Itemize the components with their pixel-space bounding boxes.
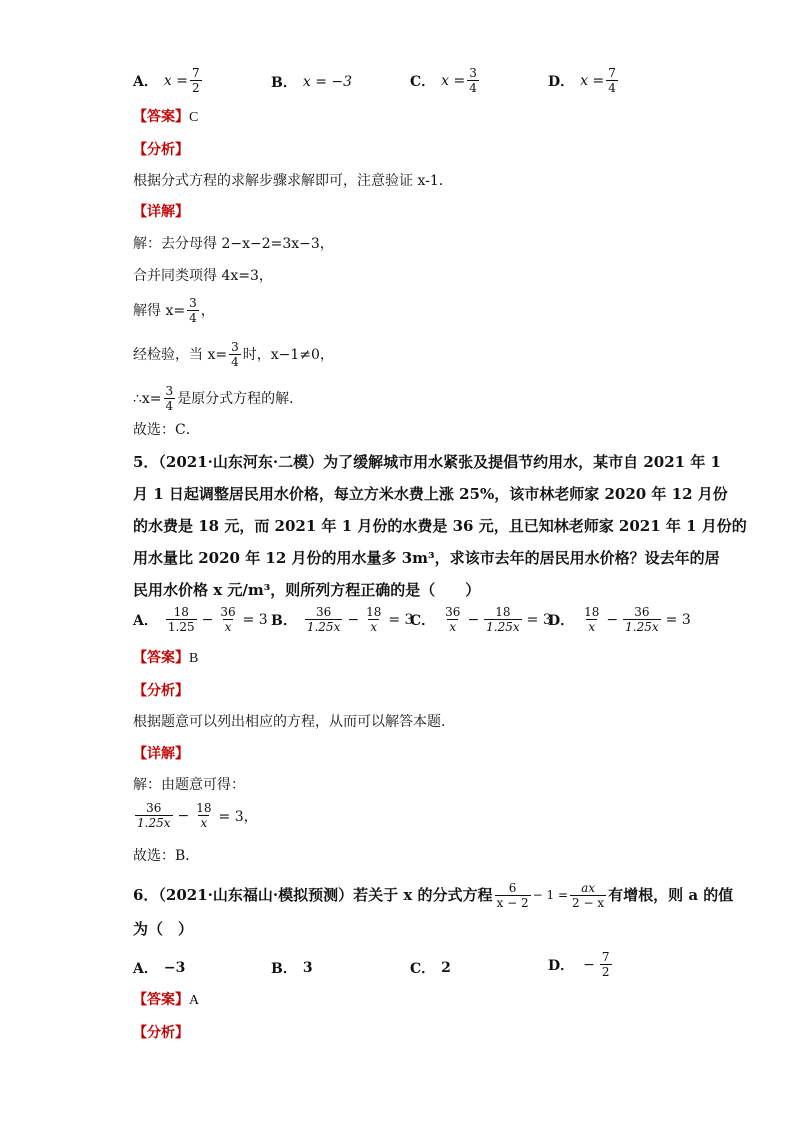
q6-option-a xyxy=(133,958,185,978)
denominator: 1.25 xyxy=(167,620,195,634)
fraction xyxy=(194,801,213,830)
equation-operator: − 1 = xyxy=(532,888,568,902)
denominator: x xyxy=(449,620,457,634)
denominator: x xyxy=(224,620,232,634)
denominator: 1.25x xyxy=(625,620,659,634)
option-rhs: = 3 xyxy=(242,611,268,628)
q6-analysis-tag xyxy=(133,1023,189,1043)
answer-tag: 【答案】 xyxy=(133,109,189,125)
numerator: 7 xyxy=(191,66,200,80)
numerator: 3 xyxy=(165,384,174,398)
option-rhs: = 3 xyxy=(665,611,691,628)
fraction xyxy=(582,605,601,634)
denominator: 2 xyxy=(601,965,610,979)
q4-analysis-text: 根据分式方程的求解步骤求解即可，注意验证 x-1． xyxy=(133,173,453,189)
option-label: A． xyxy=(133,73,158,90)
q5-equation: $\frac{36}{1.25x}$ − $\frac{18}{x}$ = 3， xyxy=(137,801,258,830)
fraction xyxy=(484,605,522,634)
fraction xyxy=(495,881,531,910)
fraction xyxy=(364,605,383,634)
q4-option-c xyxy=(410,66,481,95)
q5-line-4: 用水量比 2020 年 12 月份的用水量多 3m³，求该市去年的居民用水价格？设去年的居 xyxy=(133,549,720,567)
option-text: −3 xyxy=(163,960,186,976)
q5-line-1: 5．（2021·山东河东·二模）为了缓解城市用水紧张及提倡节约用水，某市自 2021 年 1 xyxy=(133,453,721,471)
step-text: ， xyxy=(200,302,215,319)
fraction xyxy=(164,384,176,413)
numerator: 7 xyxy=(608,66,616,80)
answer-tag: 【答案】 xyxy=(133,992,189,1008)
fraction xyxy=(166,605,197,634)
analysis-tag: 【分析】 xyxy=(133,683,189,699)
fraction xyxy=(187,296,199,325)
numerator: 18 xyxy=(196,801,212,815)
q4-step-1: 解：去分母得 2−x−2=3x−3， xyxy=(133,236,334,252)
q4-detail-tag xyxy=(133,202,189,222)
option-label: C． xyxy=(410,961,436,977)
fraction xyxy=(190,66,202,95)
option-lhs: x = −3 xyxy=(302,74,353,90)
q5-line-2: 月 1 日起调整居民用水价格，每立方米水费上涨 25%，该市林老师家 2020 年 12 月份 xyxy=(133,485,728,503)
option-label: A． xyxy=(133,961,158,977)
q6-line-1 xyxy=(133,880,733,910)
q4-step-4 xyxy=(133,340,334,369)
denominator: x xyxy=(370,620,378,634)
numerator: 18 xyxy=(366,605,382,619)
detail-tag: 【详解】 xyxy=(133,204,189,220)
q4-step-6: 故选：C． xyxy=(133,422,200,438)
q5-line-5: 民用水价格 x 元/m³，则所列方程正确的是（ ） xyxy=(133,581,481,599)
answer-value: A xyxy=(189,993,200,1008)
q4-step-2: 合并同类项得 4x=3， xyxy=(133,268,273,284)
fraction xyxy=(623,605,661,634)
step-text: 是原分式方程的解． xyxy=(177,390,304,407)
q4-step-5 xyxy=(133,384,303,413)
step-text: 时，x−1≠0， xyxy=(242,346,334,363)
answer-value: B xyxy=(189,651,199,666)
numerator: 18 xyxy=(584,605,600,619)
denominator: 2 xyxy=(191,81,200,95)
denominator: x xyxy=(588,620,596,634)
denominator: 1.25x xyxy=(486,620,520,634)
q5-step-1: 解：由题意可得： xyxy=(133,777,245,793)
option-label: C． xyxy=(410,73,436,90)
fraction xyxy=(600,950,612,979)
q5-option-c: C． $\frac{36}{x}$ − $\frac{18}{1.25x}$ = 3 xyxy=(410,605,552,634)
q5-step-3: 故选：B． xyxy=(133,848,200,864)
q4-analysis-tag xyxy=(133,140,189,160)
answer-tag: 【答案】 xyxy=(133,650,189,666)
analysis-tag: 【分析】 xyxy=(133,142,189,158)
question-text: 有增根，则 a 的值 xyxy=(608,886,734,904)
q4-option-d xyxy=(548,66,620,95)
step-text: 解得 x= xyxy=(133,302,186,319)
option-label: D． xyxy=(548,957,575,974)
denominator: 1.25x xyxy=(306,620,341,634)
option-text: 2 xyxy=(441,960,451,976)
option-rhs: = 3 xyxy=(526,611,552,628)
option-label: D． xyxy=(548,612,575,629)
step-text: 经检验，当 x= xyxy=(133,346,228,363)
detail-tag: 【详解】 xyxy=(133,746,189,762)
q5-option-d: D． $\frac{18}{x}$ − $\frac{36}{1.25x}$ = 3 xyxy=(548,605,691,634)
fraction xyxy=(606,66,618,95)
numerator: ax xyxy=(581,880,595,895)
fraction xyxy=(135,801,173,830)
q6-option-b xyxy=(271,958,313,978)
q5-answer xyxy=(133,648,198,669)
option-label: B． xyxy=(271,961,297,977)
option-lhs: x = xyxy=(580,72,605,89)
denominator: x xyxy=(200,816,208,830)
numerator: 3 xyxy=(231,340,239,354)
option-lhs: x = xyxy=(441,72,466,89)
equation-rhs: = 3， xyxy=(218,808,258,825)
option-label: B． xyxy=(271,75,297,91)
numerator: 36 xyxy=(220,605,236,619)
question-text: 6．（2021·山东福山·模拟预测）若关于 x 的分式方程 xyxy=(133,886,493,904)
numerator: 3 xyxy=(469,66,477,80)
denominator: 4 xyxy=(189,311,197,325)
q5-detail-tag xyxy=(133,744,189,764)
denominator: x − 2 xyxy=(496,895,529,910)
option-text: 3 xyxy=(302,960,313,976)
fraction xyxy=(305,605,343,634)
answer-value: C xyxy=(189,110,199,125)
q6-line-2: 为（ ） xyxy=(133,920,194,938)
denominator: 1.25x xyxy=(137,816,171,830)
numerator: 18 xyxy=(173,605,189,619)
fraction xyxy=(570,881,606,910)
option-rhs: = 3 xyxy=(388,611,414,628)
numerator: 36 xyxy=(445,605,461,619)
fraction xyxy=(467,66,479,95)
denominator: 4 xyxy=(608,81,616,95)
q4-option-b xyxy=(271,72,352,92)
option-label: B． xyxy=(271,612,297,629)
numerator: 3 xyxy=(189,296,197,310)
numerator: 36 xyxy=(315,605,332,619)
denominator: 2 − x xyxy=(572,895,605,910)
q5-line-3: 的水费是 18 元，而 2021 年 1 月份的水费是 36 元，且已知林老师家 2021 年 1 月份的 xyxy=(133,517,747,535)
option-label: C． xyxy=(410,612,436,629)
option-text: − xyxy=(583,956,595,973)
fraction xyxy=(218,605,237,634)
numerator: 6 xyxy=(508,880,517,895)
denominator: 4 xyxy=(469,81,477,95)
q4-answer xyxy=(133,107,198,128)
option-label: D． xyxy=(548,73,575,90)
denominator: 4 xyxy=(231,355,239,369)
option-lhs: x = xyxy=(163,72,188,89)
denominator: 4 xyxy=(165,399,174,413)
q4-option-a xyxy=(133,66,204,95)
fraction xyxy=(229,340,241,369)
q5-analysis-tag xyxy=(133,681,189,701)
step-text: ∴x= xyxy=(133,390,162,407)
numerator: 36 xyxy=(634,605,650,619)
analysis-tag: 【分析】 xyxy=(133,1025,189,1041)
q5-option-b: B． $\frac{36}{1.25x}$ − $\frac{18}{x}$ = 3 xyxy=(271,605,414,634)
q6-option-d xyxy=(548,950,614,979)
fraction xyxy=(443,605,462,634)
numerator: 36 xyxy=(146,801,162,815)
q5-analysis-text: 根据题意可以列出相应的方程，从而可以解答本题． xyxy=(133,714,455,730)
option-label: A． xyxy=(133,612,158,629)
q6-option-c xyxy=(410,958,451,978)
numerator: 18 xyxy=(495,605,511,619)
q6-answer xyxy=(133,990,199,1011)
q5-option-a: A． $\frac{18}{1.25}$ − $\frac{36}{x}$ = 3 xyxy=(133,605,268,634)
numerator: 7 xyxy=(601,950,610,964)
q4-step-3 xyxy=(133,296,215,325)
